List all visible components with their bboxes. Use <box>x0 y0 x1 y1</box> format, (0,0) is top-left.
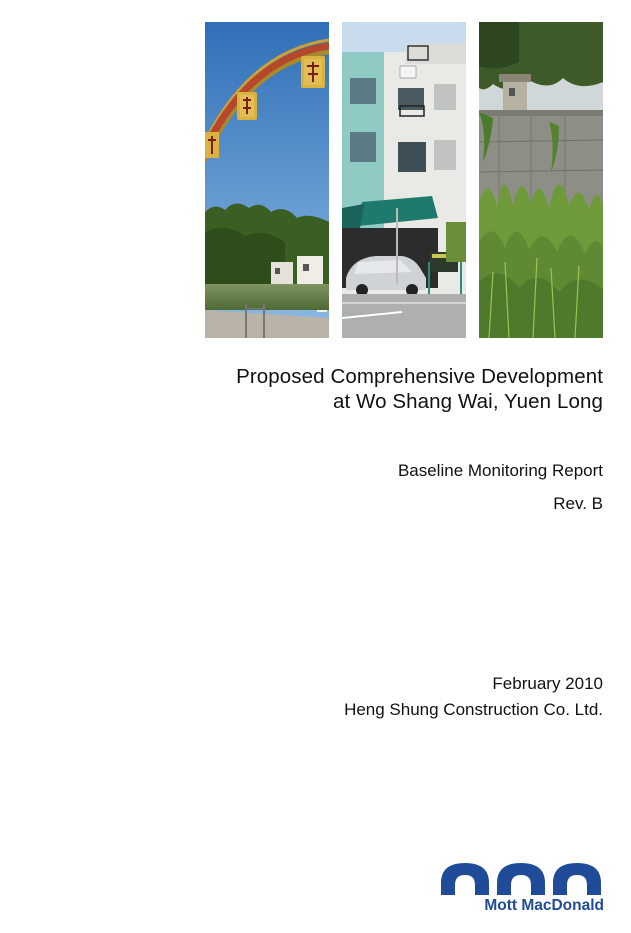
report-title-line-1: Proposed Comprehensive Development <box>236 365 603 388</box>
logo-wordmark: Mott MacDonald <box>484 897 604 914</box>
report-type: Baseline Monitoring Report <box>397 461 603 480</box>
report-title <box>236 364 603 414</box>
report-title-line-2: at Wo Shang Wai, Yuen Long <box>332 390 603 413</box>
logo-arches-icon <box>441 861 604 895</box>
vegetation-wall-photo <box>479 22 603 338</box>
revision-label: Rev. B <box>553 494 603 513</box>
report-date: February 2010 <box>492 674 603 693</box>
village-house-photo <box>342 22 466 338</box>
client-name: Heng Shung Construction Co. Ltd. <box>344 700 603 719</box>
mott-macdonald-logo <box>441 861 604 918</box>
village-arch-photo <box>205 22 329 338</box>
